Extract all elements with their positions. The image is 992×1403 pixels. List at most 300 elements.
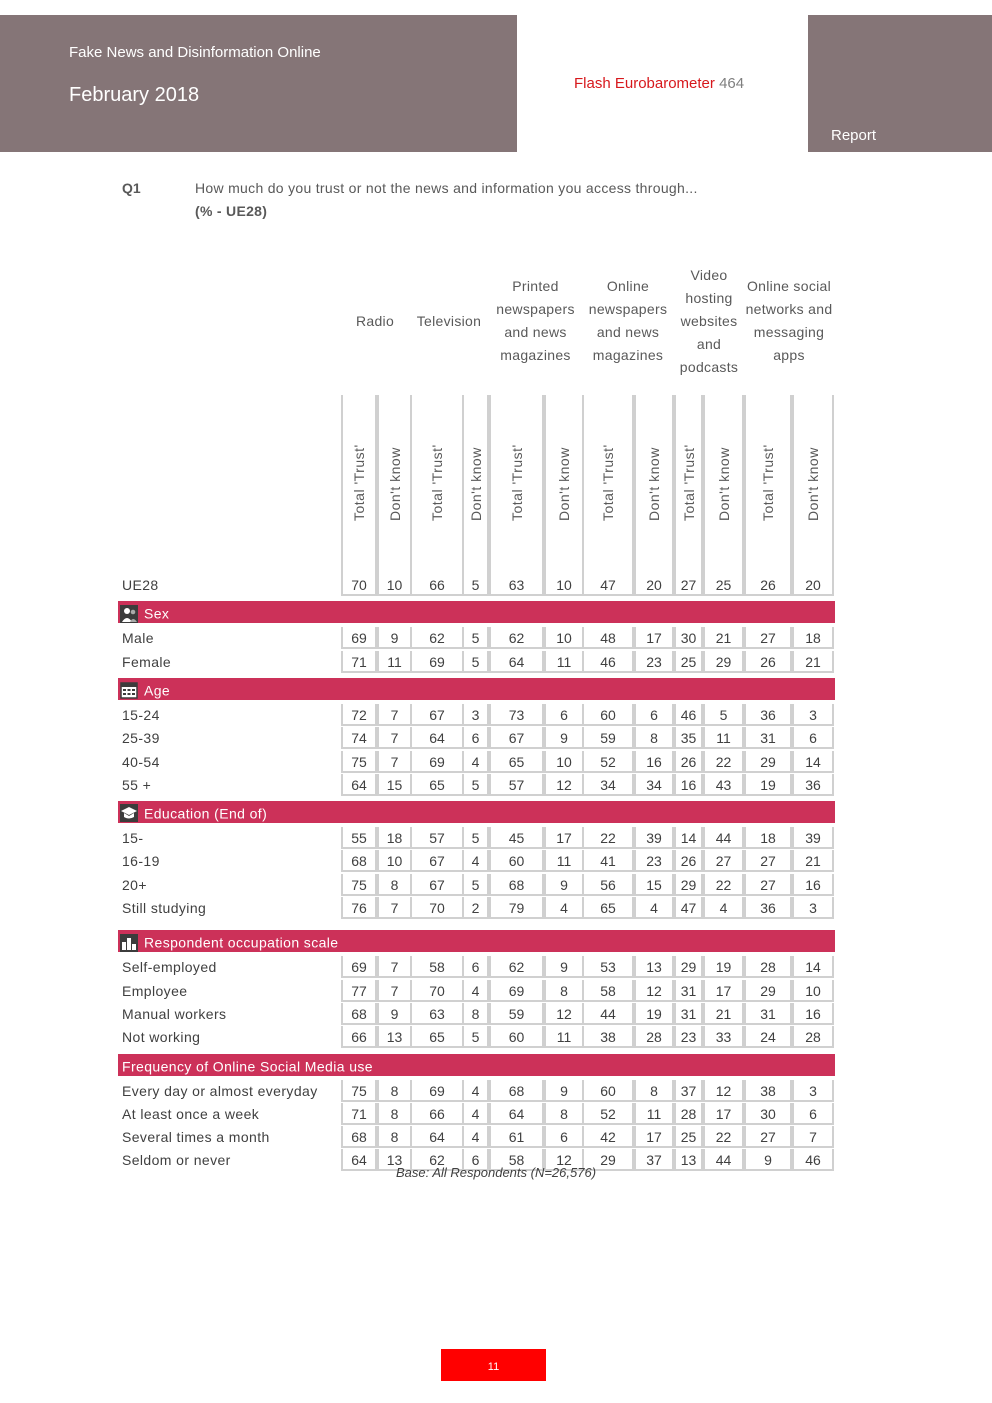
- occupation-icon: [120, 934, 138, 952]
- sub-header-label: Don't know: [556, 447, 572, 521]
- cell-dont-know: 43: [703, 774, 744, 796]
- question-text: How much do you trust or not the news and information you access through...: [195, 180, 698, 196]
- cell-total-trust: 18: [744, 827, 792, 849]
- cell-dont-know: 4: [703, 897, 744, 919]
- cell-total-trust: 62: [410, 627, 464, 649]
- cell-total-trust: 64: [489, 651, 544, 673]
- band-education-end-of: [118, 801, 835, 823]
- cell-dont-know: 4: [462, 980, 489, 1002]
- media-header: Radio: [355, 312, 395, 329]
- cell-dont-know: 21: [792, 651, 834, 673]
- table-row: [0, 1080, 992, 1103]
- cell-total-trust: 60: [582, 1080, 634, 1102]
- row-label: 40-54: [122, 753, 160, 770]
- cell-dont-know: 10: [377, 850, 412, 872]
- cell-dont-know: 11: [544, 1026, 584, 1048]
- cell-total-trust: 56: [582, 874, 634, 896]
- cell-total-trust: 62: [489, 956, 544, 978]
- cell-dont-know: 5: [462, 627, 489, 649]
- sub-header-label: Total 'Trust': [760, 444, 776, 521]
- cell-dont-know: 7: [377, 727, 412, 749]
- cell-dont-know: 5: [462, 1026, 489, 1048]
- cell-dont-know: 12: [544, 1003, 584, 1025]
- sub-header-label: Total 'Trust': [680, 444, 697, 521]
- cell-dont-know: 20: [792, 574, 834, 596]
- cell-dont-know: 14: [792, 751, 834, 773]
- cell-total-trust: 31: [674, 1003, 703, 1025]
- cell-total-trust: 75: [341, 874, 377, 896]
- cell-total-trust: 14: [674, 827, 703, 849]
- sub-header-label: Don't know: [467, 447, 484, 521]
- cell-dont-know: 23: [634, 651, 674, 673]
- cell-dont-know: 25: [703, 574, 744, 596]
- cell-total-trust: 72: [341, 704, 377, 726]
- cell-total-trust: 58: [582, 980, 634, 1002]
- cell-total-trust: 59: [582, 727, 634, 749]
- cell-total-trust: 58: [410, 956, 464, 978]
- cell-dont-know: 15: [634, 874, 674, 896]
- question-subtitle: (% - UE28): [195, 203, 268, 219]
- row-label: Several times a month: [122, 1129, 270, 1146]
- cell-dont-know: 9: [544, 874, 584, 896]
- cell-dont-know: 11: [544, 850, 584, 872]
- series-number: 464: [719, 75, 745, 92]
- sub-header-label: Don't know: [646, 447, 662, 521]
- cell-dont-know: 8: [377, 1080, 412, 1102]
- cell-dont-know: 7: [377, 956, 412, 978]
- cell-dont-know: 28: [634, 1026, 674, 1048]
- cell-total-trust: 52: [582, 751, 634, 773]
- cell-dont-know: 9: [544, 956, 584, 978]
- cell-total-trust: 27: [744, 874, 792, 896]
- row-label: Not working: [122, 1029, 201, 1046]
- cell-dont-know: 12: [544, 1149, 584, 1171]
- table-row: [0, 827, 992, 850]
- row-label: 25-39: [122, 730, 160, 747]
- band-label: Sex: [144, 605, 170, 622]
- table-row: [0, 704, 992, 727]
- band-label: Education (End of): [144, 805, 268, 822]
- cell-total-trust: 46: [674, 704, 703, 726]
- cell-dont-know: 12: [634, 980, 674, 1002]
- cell-total-trust: 19: [744, 774, 792, 796]
- sub-header-total-trust: [674, 395, 703, 575]
- table-row: [0, 774, 992, 797]
- cell-dont-know: 10: [792, 980, 834, 1002]
- row-label: 16-19: [122, 853, 160, 870]
- cell-dont-know: 11: [377, 651, 412, 673]
- cell-total-trust: 70: [410, 897, 464, 919]
- cell-total-trust: 48: [582, 627, 634, 649]
- cell-dont-know: 13: [377, 1149, 412, 1171]
- cell-total-trust: 65: [410, 774, 464, 796]
- table-row: [0, 651, 992, 674]
- sub-header-label: Total 'Trust': [600, 444, 616, 521]
- page-number: 11: [441, 1349, 546, 1381]
- cell-total-trust: 45: [489, 827, 544, 849]
- cell-dont-know: 37: [634, 1149, 674, 1171]
- cell-total-trust: 60: [489, 850, 544, 872]
- cell-dont-know: 44: [703, 1149, 744, 1171]
- row-label: Self-employed: [122, 959, 217, 976]
- sub-header-total-trust: [489, 395, 544, 575]
- cell-total-trust: 62: [489, 627, 544, 649]
- cell-total-trust: 66: [410, 1103, 464, 1125]
- cell-dont-know: 18: [792, 627, 834, 649]
- cell-total-trust: 69: [410, 751, 464, 773]
- cell-total-trust: 70: [341, 574, 377, 596]
- table-row: [0, 874, 992, 897]
- band-frequency-of-online-social-media-use: [118, 1054, 835, 1076]
- cell-dont-know: 6: [462, 727, 489, 749]
- cell-dont-know: 7: [377, 751, 412, 773]
- cell-total-trust: 75: [341, 1080, 377, 1102]
- cell-total-trust: 79: [489, 897, 544, 919]
- band-label: Respondent occupation scale: [144, 934, 339, 951]
- cell-total-trust: 64: [341, 1149, 377, 1171]
- sub-header-dont-know: [377, 395, 412, 575]
- cell-dont-know: 11: [703, 727, 744, 749]
- cell-total-trust: 64: [341, 774, 377, 796]
- cell-total-trust: 74: [341, 727, 377, 749]
- cell-dont-know: 9: [544, 727, 584, 749]
- media-header: Printed newspapers and news magazines: [496, 278, 575, 363]
- cell-dont-know: 20: [634, 574, 674, 596]
- cell-dont-know: 19: [703, 956, 744, 978]
- cell-total-trust: 26: [744, 574, 792, 596]
- cell-dont-know: 21: [792, 850, 834, 872]
- cell-total-trust: 27: [744, 627, 792, 649]
- cell-dont-know: 16: [792, 874, 834, 896]
- cell-total-trust: 41: [582, 850, 634, 872]
- media-header: Television: [416, 312, 482, 329]
- sub-header-label: Don't know: [805, 447, 821, 521]
- cell-dont-know: 23: [634, 850, 674, 872]
- cell-total-trust: 70: [410, 980, 464, 1002]
- cell-dont-know: 6: [544, 1126, 584, 1148]
- cell-dont-know: 17: [634, 627, 674, 649]
- cell-total-trust: 68: [489, 1080, 544, 1102]
- cell-dont-know: 12: [544, 774, 584, 796]
- cell-total-trust: 27: [674, 574, 703, 596]
- band-label: Frequency of Online Social Media use: [122, 1057, 373, 1074]
- cell-dont-know: 8: [462, 1003, 489, 1025]
- cell-dont-know: 28: [792, 1026, 834, 1048]
- cell-dont-know: 5: [462, 774, 489, 796]
- cell-total-trust: 64: [410, 1126, 464, 1148]
- cell-dont-know: 6: [462, 1149, 489, 1171]
- cell-total-trust: 30: [674, 627, 703, 649]
- table-row: [0, 980, 992, 1003]
- row-label: 15-: [122, 830, 144, 847]
- report-date: February 2018: [69, 84, 200, 106]
- sub-header-total-trust: [582, 395, 634, 575]
- cell-dont-know: 2: [462, 897, 489, 919]
- cell-dont-know: 22: [703, 751, 744, 773]
- cell-dont-know: 17: [703, 980, 744, 1002]
- sub-header-dont-know: [634, 395, 674, 575]
- cell-total-trust: 57: [410, 827, 464, 849]
- cell-dont-know: 7: [377, 980, 412, 1002]
- sub-header-label: Total 'Trust': [429, 444, 445, 521]
- cell-total-trust: 65: [582, 897, 634, 919]
- cell-total-trust: 69: [341, 627, 377, 649]
- doc-type: Report: [831, 127, 877, 144]
- cell-total-trust: 65: [489, 751, 544, 773]
- cell-total-trust: 53: [582, 956, 634, 978]
- cell-total-trust: 42: [582, 1126, 634, 1148]
- cell-dont-know: 10: [544, 574, 584, 596]
- cell-dont-know: 5: [462, 874, 489, 896]
- cell-total-trust: 37: [674, 1080, 703, 1102]
- cell-dont-know: 21: [703, 1003, 744, 1025]
- cell-total-trust: 28: [674, 1103, 703, 1125]
- cell-dont-know: 4: [462, 850, 489, 872]
- cell-dont-know: 8: [377, 1103, 412, 1125]
- cell-total-trust: 58: [489, 1149, 544, 1171]
- cell-total-trust: 26: [674, 850, 703, 872]
- media-header: Online newspapers and news magazines: [588, 278, 668, 363]
- cell-total-trust: 67: [489, 727, 544, 749]
- cell-total-trust: 69: [341, 956, 377, 978]
- cell-total-trust: 29: [744, 980, 792, 1002]
- cell-dont-know: 8: [634, 727, 674, 749]
- band-age: [118, 678, 835, 700]
- cell-total-trust: 68: [341, 850, 377, 872]
- cell-dont-know: 4: [634, 897, 674, 919]
- cell-total-trust: 52: [582, 1103, 634, 1125]
- cell-dont-know: 10: [544, 751, 584, 773]
- cell-total-trust: 47: [582, 574, 634, 596]
- cell-dont-know: 3: [792, 704, 834, 726]
- cell-dont-know: 8: [377, 1126, 412, 1148]
- cell-total-trust: 23: [674, 1026, 703, 1048]
- row-label: Manual workers: [122, 1005, 227, 1022]
- cell-dont-know: 7: [377, 897, 412, 919]
- cell-dont-know: 6: [462, 956, 489, 978]
- person-icon: [120, 605, 138, 623]
- cell-dont-know: 22: [703, 874, 744, 896]
- footnote: Base: All Respondents (N=26,576): [395, 1165, 597, 1180]
- sub-header-label: Don't know: [715, 447, 732, 521]
- cell-total-trust: 25: [674, 651, 703, 673]
- cell-dont-know: 39: [792, 827, 834, 849]
- cell-dont-know: 4: [544, 897, 584, 919]
- row-label: Employee: [122, 982, 188, 999]
- media-header: Video hosting websites and podcasts: [679, 266, 739, 375]
- cell-total-trust: 69: [410, 651, 464, 673]
- cell-total-trust: 24: [744, 1026, 792, 1048]
- cell-dont-know: 4: [462, 1080, 489, 1102]
- cell-total-trust: 26: [674, 751, 703, 773]
- sub-header-dont-know: [462, 395, 489, 575]
- table-row: [0, 1103, 992, 1126]
- cell-dont-know: 9: [544, 1080, 584, 1102]
- cell-total-trust: 68: [489, 874, 544, 896]
- cell-total-trust: 75: [341, 751, 377, 773]
- table-row: [0, 1026, 992, 1049]
- cell-total-trust: 29: [674, 956, 703, 978]
- cell-dont-know: 14: [792, 956, 834, 978]
- cell-dont-know: 6: [634, 704, 674, 726]
- cell-dont-know: 5: [462, 574, 489, 596]
- row-label: At least once a week: [122, 1105, 260, 1122]
- cell-dont-know: 13: [377, 1026, 412, 1048]
- row-label: 20+: [122, 876, 147, 893]
- cell-total-trust: 31: [744, 727, 792, 749]
- cell-total-trust: 16: [674, 774, 703, 796]
- cell-dont-know: 3: [792, 897, 834, 919]
- sub-header-dont-know: [544, 395, 584, 575]
- cell-total-trust: 9: [744, 1149, 792, 1171]
- cell-dont-know: 6: [792, 1103, 834, 1125]
- cell-total-trust: 66: [341, 1026, 377, 1048]
- cell-dont-know: 4: [462, 1103, 489, 1125]
- cell-total-trust: 34: [582, 774, 634, 796]
- row-label: Male: [122, 630, 154, 647]
- cell-dont-know: 17: [703, 1103, 744, 1125]
- cell-dont-know: 17: [544, 827, 584, 849]
- cell-dont-know: 9: [377, 627, 412, 649]
- cell-total-trust: 22: [582, 827, 634, 849]
- cell-total-trust: 57: [489, 774, 544, 796]
- cell-total-trust: 31: [674, 980, 703, 1002]
- cell-total-trust: 66: [410, 574, 464, 596]
- cell-total-trust: 59: [489, 1003, 544, 1025]
- cell-dont-know: 36: [792, 774, 834, 796]
- row-label: 55 +: [122, 776, 152, 793]
- cell-total-trust: 46: [582, 651, 634, 673]
- cell-total-trust: 71: [341, 1103, 377, 1125]
- row-label: Seldom or never: [122, 1152, 231, 1169]
- cell-dont-know: 11: [544, 651, 584, 673]
- graduation-cap-icon: [120, 804, 138, 822]
- cell-total-trust: 36: [744, 897, 792, 919]
- cell-dont-know: 7: [377, 704, 412, 726]
- sub-header-label: Total 'Trust': [351, 444, 367, 521]
- sub-header-dont-know: [703, 395, 744, 575]
- cell-total-trust: 60: [582, 704, 634, 726]
- cell-total-trust: 13: [674, 1149, 703, 1171]
- cell-total-trust: 31: [744, 1003, 792, 1025]
- cell-dont-know: 18: [377, 827, 412, 849]
- cell-dont-know: 4: [462, 751, 489, 773]
- sub-header-label: Total 'Trust': [508, 444, 525, 521]
- cell-total-trust: 29: [582, 1149, 634, 1171]
- cell-total-trust: 63: [489, 574, 544, 596]
- cell-total-trust: 44: [582, 1003, 634, 1025]
- table-row: [0, 751, 992, 774]
- calendar-icon: [120, 681, 138, 699]
- table-row: [0, 1126, 992, 1149]
- cell-total-trust: 64: [410, 727, 464, 749]
- cell-total-trust: 76: [341, 897, 377, 919]
- table-row: [0, 574, 992, 597]
- row-label: Still studying: [122, 900, 207, 916]
- cell-total-trust: 61: [489, 1126, 544, 1148]
- cell-dont-know: 11: [634, 1103, 674, 1125]
- cell-total-trust: 30: [744, 1103, 792, 1125]
- cell-dont-know: 19: [634, 1003, 674, 1025]
- cell-total-trust: 55: [341, 827, 377, 849]
- cell-total-trust: 27: [744, 1126, 792, 1148]
- cell-total-trust: 28: [744, 956, 792, 978]
- cell-total-trust: 67: [410, 704, 464, 726]
- cell-dont-know: 8: [634, 1080, 674, 1102]
- sub-header-dont-know: [792, 395, 834, 575]
- cell-dont-know: 5: [462, 651, 489, 673]
- cell-total-trust: 29: [744, 751, 792, 773]
- cell-dont-know: 21: [703, 627, 744, 649]
- table-row: [0, 1003, 992, 1026]
- cell-total-trust: 63: [410, 1003, 464, 1025]
- cell-total-trust: 36: [744, 704, 792, 726]
- cell-dont-know: 34: [634, 774, 674, 796]
- cell-dont-know: 3: [462, 704, 489, 726]
- cell-total-trust: 38: [582, 1026, 634, 1048]
- cell-dont-know: 9: [377, 1003, 412, 1025]
- report-title: Fake News and Disinformation Online: [69, 44, 321, 61]
- cell-total-trust: 69: [489, 980, 544, 1002]
- row-label: 15-24: [122, 706, 160, 723]
- cell-total-trust: 38: [744, 1080, 792, 1102]
- cell-dont-know: 8: [544, 980, 584, 1002]
- band-label: Age: [144, 682, 171, 699]
- cell-total-trust: 67: [410, 850, 464, 872]
- cell-dont-know: 3: [792, 1080, 834, 1102]
- cell-dont-know: 13: [634, 956, 674, 978]
- cell-dont-know: 15: [377, 774, 412, 796]
- cell-dont-know: 22: [703, 1126, 744, 1148]
- cell-dont-know: 46: [792, 1149, 834, 1171]
- cell-dont-know: 8: [377, 874, 412, 896]
- series-name: Flash Eurobarometer: [574, 75, 715, 92]
- table-row: [0, 956, 992, 979]
- cell-dont-know: 17: [634, 1126, 674, 1148]
- cell-dont-know: 16: [792, 1003, 834, 1025]
- sub-header-label: Don't know: [386, 447, 403, 521]
- table-row: [0, 897, 992, 920]
- cell-total-trust: 27: [744, 850, 792, 872]
- cell-dont-know: 10: [377, 574, 412, 596]
- cell-dont-know: 7: [792, 1126, 834, 1148]
- cell-total-trust: 62: [410, 1149, 464, 1171]
- cell-total-trust: 47: [674, 897, 703, 919]
- cell-total-trust: 71: [341, 651, 377, 673]
- sub-header-total-trust: [410, 395, 464, 575]
- cell-dont-know: 16: [634, 751, 674, 773]
- cell-total-trust: 64: [489, 1103, 544, 1125]
- cell-total-trust: 67: [410, 874, 464, 896]
- series-label: [574, 75, 744, 92]
- cell-total-trust: 35: [674, 727, 703, 749]
- cell-dont-know: 6: [544, 704, 584, 726]
- row-label: Female: [122, 653, 172, 670]
- cell-dont-know: 33: [703, 1026, 744, 1048]
- cell-dont-know: 4: [462, 1126, 489, 1148]
- cell-total-trust: 69: [410, 1080, 464, 1102]
- cell-total-trust: 29: [674, 874, 703, 896]
- cell-dont-know: 8: [544, 1103, 584, 1125]
- cell-total-trust: 60: [489, 1026, 544, 1048]
- cell-dont-know: 29: [703, 651, 744, 673]
- cell-total-trust: 65: [410, 1026, 464, 1048]
- cell-dont-know: 5: [462, 827, 489, 849]
- row-label: Every day or almost everyday: [122, 1082, 318, 1099]
- table-row: [0, 727, 992, 750]
- cell-dont-know: 6: [792, 727, 834, 749]
- sub-header-total-trust: [744, 395, 792, 575]
